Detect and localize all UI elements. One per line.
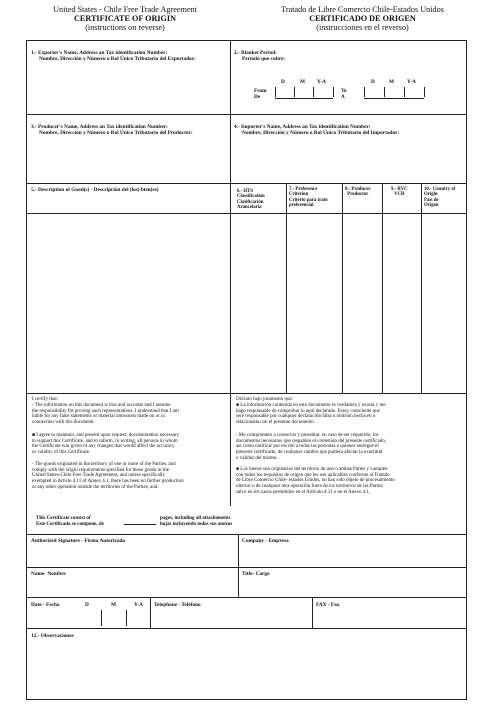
name-field[interactable] [28, 578, 236, 595]
country-of-origin-field[interactable] [423, 215, 465, 391]
certify-p2-es: - Me comprometo a conservar y presentar, en caso de ser requerido, los documentos necesarios que respalden el contenido del presente certificado, así como notificar por escrito a todas las personas a quienes entregue el presente certificado, de cualquier cambio que pudiera afectar la exactitud o validez del mismo. [236, 433, 387, 461]
from-date-divider-3 [313, 87, 314, 97]
from-date-input[interactable] [275, 87, 333, 99]
producer-subtitle: Nombre, Dirección y Número o Rol Único Tributario del Productor: [39, 130, 193, 136]
col-divider-tel [312, 597, 313, 628]
from-m-header: M [300, 79, 305, 85]
certify-intro-en: I certify that: [32, 397, 59, 402]
importer-field[interactable] [232, 134, 465, 181]
to-d-header: D [371, 79, 375, 85]
col-divider-certify [230, 393, 231, 506]
date-m-header: M [111, 602, 116, 608]
date-d-header: D [85, 602, 89, 608]
pages-label-right: pages, including all attachements hojas incluyendo todos sus anexos [160, 516, 233, 527]
producer-field[interactable] [28, 134, 228, 181]
producer-title: 3.- Producer's Name, Address an Tax identification Number: [31, 124, 168, 130]
to-date-divider-3 [404, 87, 405, 97]
row-divider-5 [26, 597, 467, 598]
to-label: To A [341, 88, 347, 100]
certify-p1-en: - The information on this document is true and accurate and I assume the responsibility for proving such representations. I understand that I am liable for any false statements or material omissions made on or in connection with this document. [32, 403, 179, 426]
header-right-line2: CERTIFICADO DE ORIGEN [309, 14, 416, 23]
sig-row-line [26, 567, 467, 568]
telephone-field[interactable] [152, 609, 310, 626]
goods-description-field[interactable] [28, 215, 228, 391]
to-m-header: M [389, 79, 394, 85]
signature-label: Authorized Signature - Firma Autorizada [31, 538, 126, 544]
fax-field[interactable] [314, 609, 465, 626]
col-divider-producer [382, 183, 383, 393]
header-right-line3: (instrucciones en el reverso) [316, 23, 409, 32]
pages-label-left: This Certificate consist of Este Certificado se compone, de [36, 516, 104, 527]
observations-label: 12.- Observaciones [31, 633, 74, 639]
to-date-divider-4 [424, 87, 425, 97]
row-divider-4 [26, 534, 467, 535]
signature-field[interactable] [28, 545, 236, 565]
date-label: Date - Fecha [31, 602, 60, 608]
header-right [255, 5, 470, 32]
to-date-divider-1 [364, 87, 365, 97]
col-divider-date [150, 597, 151, 628]
certify-intro-es: Declaro bajo juramento que: [236, 397, 294, 402]
col-divider-top [230, 40, 231, 183]
fax-label: FAX - Fax [316, 602, 340, 608]
sig-date-divider-2 [126, 610, 127, 626]
header-left-line1: United States - Chile Free Trade Agreement [53, 5, 197, 14]
rvc-field[interactable] [384, 215, 419, 391]
certify-p3-es-text: Los bienes son originarios del territorio de uno o ambas Partes y cumplen con todos los requisitos de origen que les son aplicables conforme al Tratado de Libre Comercio Chile- estados Unidos, no han sido objeto de procesamiento ulterior o de cualquier otra operación fuera de los territorios de las Partes; salvo en los casos permitidos en el Artículo 4.11 o en el Anexo 4.1. [236, 467, 395, 495]
company-label: Company - Empresa [242, 538, 289, 544]
to-date-input[interactable] [364, 87, 424, 99]
col-divider-sig [238, 534, 239, 597]
exporter-title: 1.- Exporter's Name, Address an Tax identification Number: [31, 50, 168, 56]
certify-p3-en: - The goods originated in the territory of one or more of the Parties, and comply with the origin requirements specified for those goods in the United States-Chile Free Trade Agreement, and unless specifically exempted in Article 4.11 of Annex 4.1, there has been no further production or any other operation outside the territories of the Parties, and. [32, 462, 184, 490]
observations-field[interactable] [28, 641, 465, 698]
importer-title: 4.- Importer's Name, Address an Tax identification Number: [234, 124, 371, 130]
telephone-label: Telephone - Teléfono [154, 602, 201, 608]
bullet-icon: ■ [236, 467, 241, 472]
header-left [20, 5, 230, 32]
col-divider-hts [286, 183, 287, 393]
signature-date-input[interactable] [76, 608, 150, 626]
certify-p3-es [236, 467, 395, 496]
country-of-origin-header: 10.- Country of Origin País de Origen [424, 187, 456, 208]
row-divider-6 [26, 628, 467, 629]
goods-description-header: 5.- Description of Good(s) - Descripción del (los) bien(es) [31, 187, 159, 193]
certify-p2-en-text: I agree to maintain, and present upon request, documentation necessary to support this Certificate, and to inform, in writing, all persons to whom the Certificate was given of any changes that would affect the accuracy or validity of this Certificate. [32, 433, 180, 456]
bullet-icon: ■ [236, 403, 241, 408]
preference-criterion-field[interactable] [288, 215, 340, 391]
col-divider-goods [230, 183, 231, 393]
date-ya-header: Y-A [134, 602, 143, 608]
blanket-period-subtitle: Período que cubre: [242, 56, 286, 62]
goods-header-line [26, 213, 467, 214]
from-date-divider-2 [294, 87, 295, 97]
header-left-line3: (instructions on reverse) [85, 23, 165, 32]
row-divider-3 [26, 393, 467, 394]
to-ya-header: Y-A [407, 79, 416, 85]
certify-p1-es [236, 403, 386, 426]
pages-count-input[interactable] [124, 524, 156, 525]
certify-p2-en [32, 433, 179, 456]
header-left-line2: CERTIFICATE OF ORIGIN [73, 14, 177, 23]
from-ya-header: Y-A [317, 79, 326, 85]
preference-criterion-header: 7.- Preference Criterion Criterio para trato preferencial [289, 187, 328, 208]
company-field[interactable] [240, 545, 465, 565]
from-label: From De [254, 88, 267, 100]
exporter-field[interactable] [28, 62, 228, 112]
importer-subtitle: Nombre, Dirección y Número o Rol Único Tributario del Importador: [242, 130, 400, 136]
rvc-header: 9.- RVC VCR [391, 187, 408, 198]
blanket-period-label [234, 44, 464, 68]
col-divider-pref [342, 183, 343, 393]
name-label: Name- Nombre [31, 571, 66, 577]
title-field[interactable] [240, 578, 465, 595]
producer-field-col[interactable] [344, 215, 380, 391]
row-divider-2 [26, 183, 467, 184]
title-label: Title- Cargo [242, 571, 270, 577]
header-right-line1: Tratado de Libre Comercio Chile-Estados Unidos [281, 5, 444, 14]
from-date-divider-1 [275, 87, 276, 97]
certify-p1-es-text: La información contenida en este documento es verdadera y exacta y me hago responsable de comprobar lo aquí declarado. Estoy consciente que seré responsable por cualquier declaración falsa u omisión hecha en o relacionada con el presente documento. [236, 403, 386, 426]
sig-date-divider-1 [101, 610, 102, 626]
producer-header: 8.- Producer Productor [345, 187, 371, 198]
blanket-period-title: 2.- Blanket Period: [234, 50, 277, 56]
from-d-header: D [281, 79, 285, 85]
col-divider-rvc [421, 183, 422, 393]
from-date-divider-4 [333, 87, 334, 97]
hts-classification-field[interactable] [232, 215, 284, 391]
row-divider-1 [26, 114, 467, 115]
exporter-subtitle: Nombre, Dirección y Número o Rol Único Tributario del Exportador: [39, 56, 196, 62]
hts-classification-header: 6.- HTS Classification Clasificación Arancelaria [237, 189, 265, 210]
to-date-divider-2 [384, 87, 385, 97]
bullet-icon: ■ [32, 433, 37, 438]
